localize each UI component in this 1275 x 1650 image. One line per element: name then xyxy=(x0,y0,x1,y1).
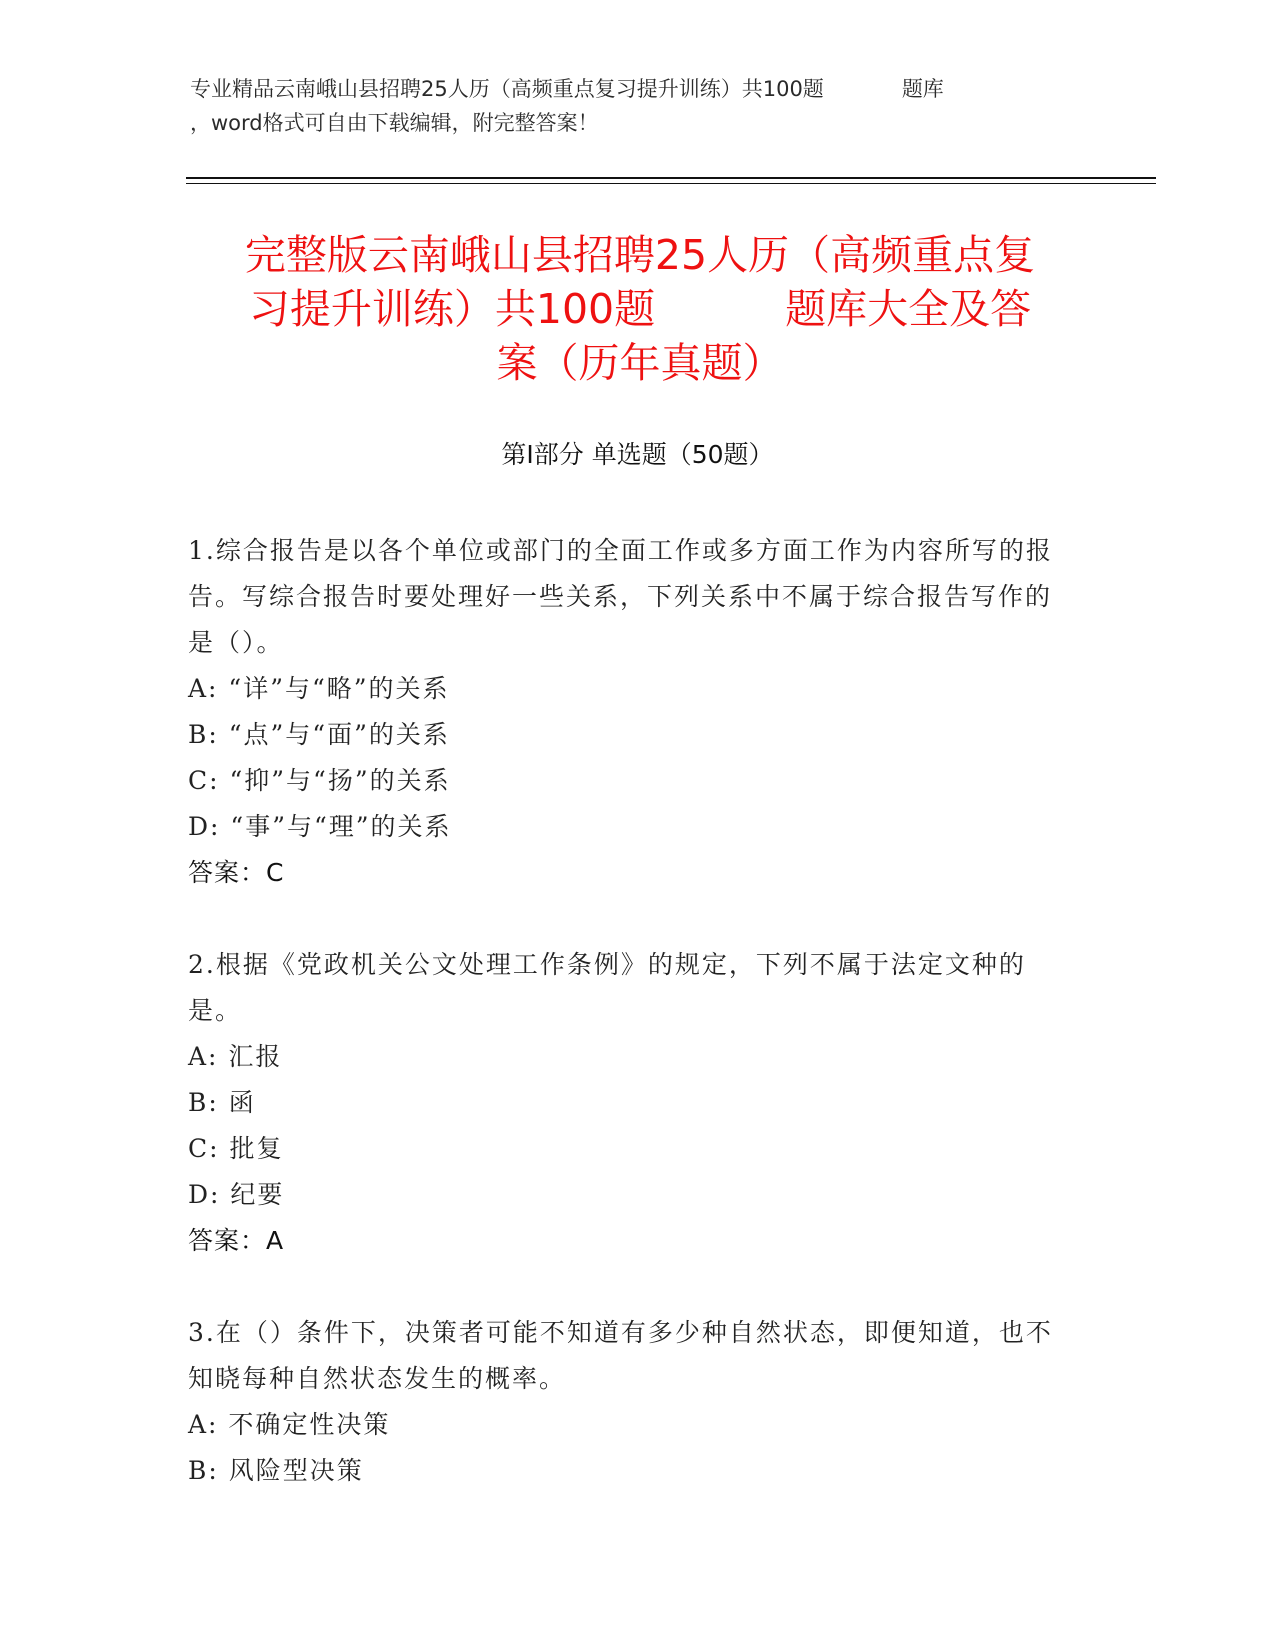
title-line2-right: 题库大全及答 xyxy=(785,285,1032,333)
section-title: 第Ⅰ部分 单选题（50题） xyxy=(501,440,774,469)
page-header xyxy=(190,72,1090,140)
question-stem: 2.根据《党政机关公文处理工作条例》的规定，下列不属于法定文种的是。 xyxy=(188,950,1026,1025)
option-a: A: 汇报 xyxy=(188,1042,283,1071)
question-stem: 1.综合报告是以各个单位或部门的全面工作或多方面工作为内容所写的报告。写综合报告时要处理好一些关系，下列关系中不属于综合报告写作的是（）。 xyxy=(188,536,1053,657)
header-rule-thick xyxy=(186,177,1156,179)
option-b: B: “点”与“面”的关系 xyxy=(188,720,450,749)
title-line-2 xyxy=(180,282,1100,336)
option-a: A: 不确定性决策 xyxy=(188,1410,391,1439)
question-list xyxy=(188,528,1068,1540)
title-line-3: 案（历年真题） xyxy=(496,339,784,387)
option-a: A: “详”与“略”的关系 xyxy=(188,674,450,703)
answer: 答案：C xyxy=(188,858,285,887)
header-rule-thin xyxy=(186,183,1156,184)
option-c: C: 批复 xyxy=(188,1134,284,1163)
header-line1-right: 题库 xyxy=(901,77,944,101)
question-stem: 3.在（）条件下，决策者可能不知道有多少种自然状态，即便知道，也不知晓每种自然状态发生的概率。 xyxy=(188,1318,1053,1393)
answer: 答案：A xyxy=(188,1226,285,1255)
question-3 xyxy=(188,1310,1068,1494)
option-d: D: 纪要 xyxy=(188,1180,285,1209)
header-line-2: ，word格式可自由下载编辑，附完整答案！ xyxy=(190,111,599,135)
header-line1-left: 专业精品云南峨山县招聘25人历（高频重点复习提升训练）共100题 xyxy=(190,77,824,101)
option-b: B: 风险型决策 xyxy=(188,1456,364,1485)
header-line-1 xyxy=(190,72,1090,106)
question-2 xyxy=(188,942,1068,1264)
title-line2-left: 习提升训练）共100题 xyxy=(248,285,656,333)
option-d: D: “事”与“理”的关系 xyxy=(188,812,452,841)
option-c: C: “抑”与“扬”的关系 xyxy=(188,766,451,795)
option-b: B: 函 xyxy=(188,1088,256,1117)
document-title xyxy=(180,228,1100,390)
question-1 xyxy=(188,528,1068,896)
title-line-1: 完整版云南峨山县招聘25人历（高频重点复 xyxy=(244,231,1036,279)
